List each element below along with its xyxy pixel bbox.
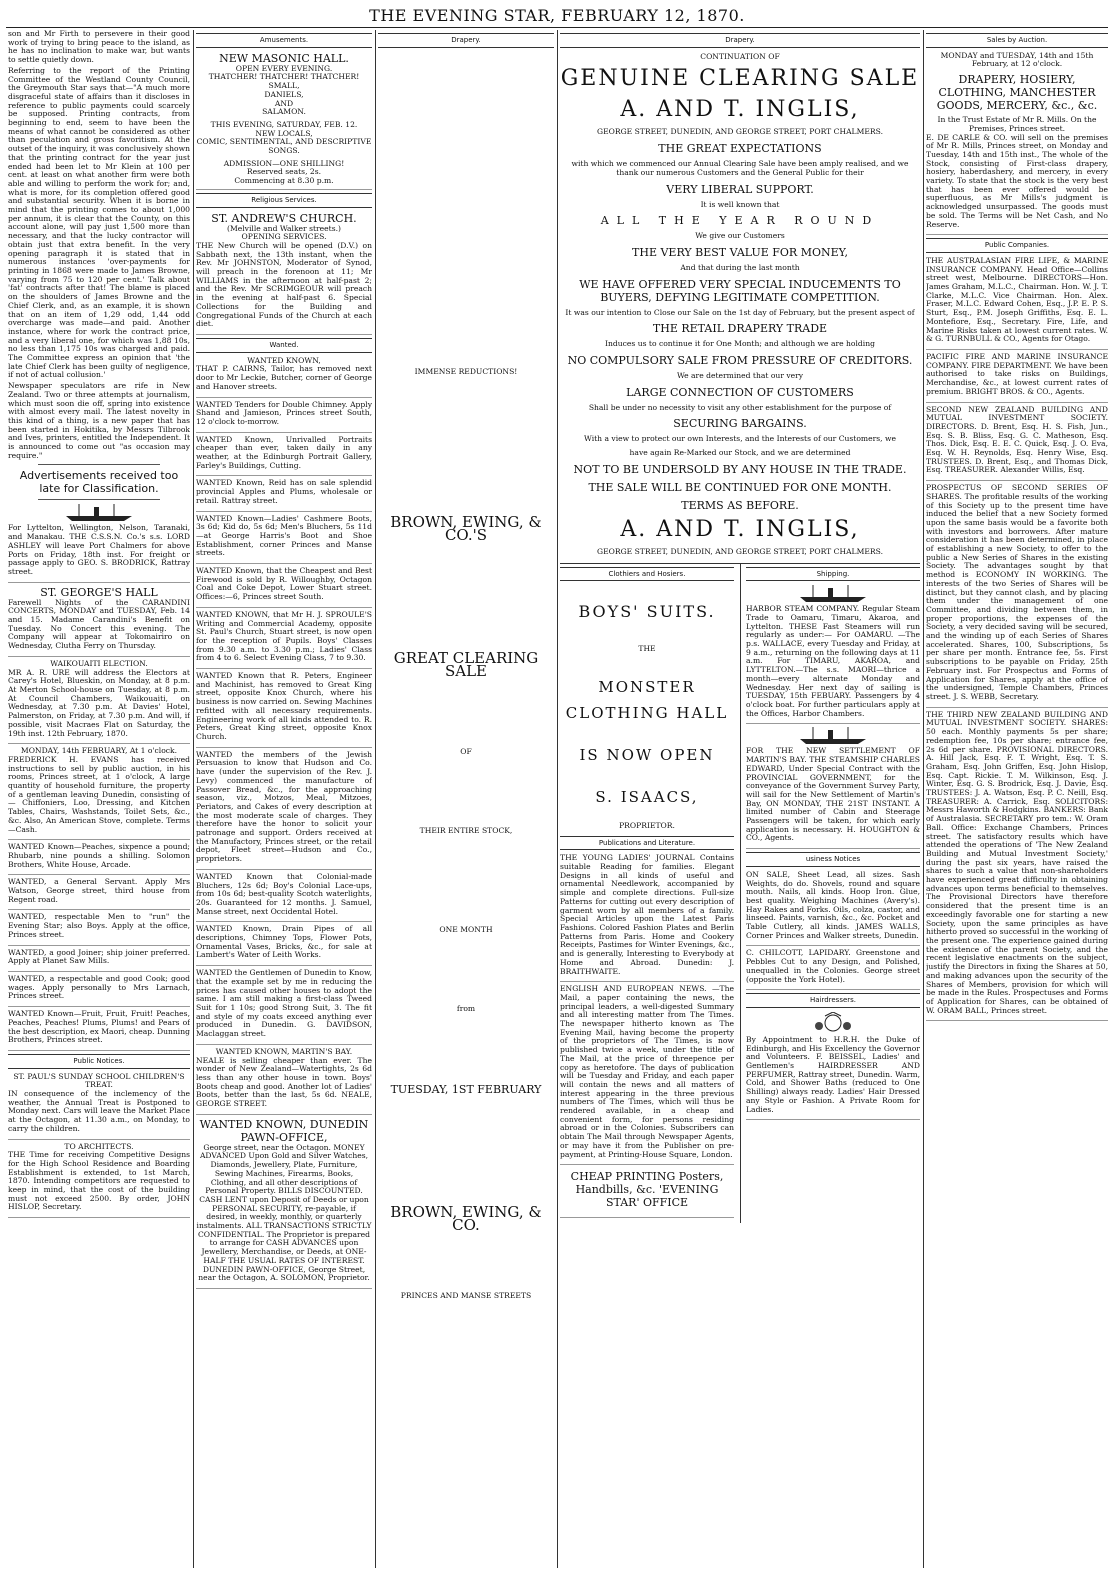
section-heading: Shipping. bbox=[746, 567, 920, 582]
ad-text: WANTED, a respectable and good Cook; good wages. Apply personally to Mrs Larnach, Princes street. bbox=[8, 973, 190, 1001]
steamship-icon bbox=[64, 504, 134, 522]
ad-line: IS NOW OPEN bbox=[579, 745, 715, 764]
ad-line: MONDAY and TUESDAY, 14th and 15th February, at 12 o'clock. bbox=[940, 50, 1094, 69]
ad-text: FREDERICK H. EVANS has received instructions to sell by public auction, in his rooms, Princes street, at 1 o'clock, A large quantity of household furniture, the property of a gentleman leaving Dunedin, consisting of— Chiffoniers, Loo, Dressing, and Kitchen Tables, Chairs, Washstands, Toilet Sets, &c., &c. Also, An American Stove, complete. Terms—Cash. bbox=[8, 754, 190, 834]
ad-second-building-society bbox=[926, 406, 1108, 482]
ad-sunday-school bbox=[8, 1073, 190, 1140]
ad-text: WANTED Known, Unrivalled Portraits cheaper than ever, taken daily in any weather, at the Edinburgh Portrait Gallery, Farley's Buildings, Cutting. bbox=[196, 434, 372, 470]
ad-evans-auction bbox=[8, 747, 190, 840]
ad-chilcott bbox=[746, 949, 920, 990]
ad-line: BOYS' SUITS. bbox=[578, 602, 716, 622]
sub-column-right bbox=[740, 564, 920, 1224]
ad-text: SECOND NEW ZEALAND BUILDING AND MUTUAL INVESTMENT SOCIETY. DIRECTORS. D. Brent, Esq. H. S. Fish, Jun., Esq. S. B. Bliss, Esq. G. C. Matheson, Esq. Thos. Dick, Esq. E. E. C. Quick, Esq. J. O. Eva, Esq. W. H. Reynolds, Esq. Henry Wise, Esq. TRUSTEES. D. Brent, Esq., and Thomas Dick, Esq. TREASURER. Alexander Willis, Esq. bbox=[926, 404, 1108, 475]
ad-line: SECURING BARGAINS. bbox=[673, 417, 807, 431]
ad-line: DANIELS, bbox=[264, 89, 304, 99]
ad-text: WANTED Known, Reid has on sale splendid provincial Apples and Plums, wholesale or retail. Rattray street. bbox=[196, 478, 372, 505]
ad-text: THE Time for receiving Competitive Designs for the High School Residence and Boarding Establishment is extended, to 1st March, 1870. Intending competitors are requested to keep in mind, that the cost of the building must not exceed 2500. By order, JOHN HISLOP, Secretary. bbox=[8, 1150, 190, 1212]
firm-name-2: BROWN, EWING, & CO. bbox=[390, 1203, 542, 1235]
ad-wanted bbox=[196, 479, 372, 511]
ad-text: THE THIRD NEW ZEALAND BUILDING AND MUTUAL INVESTMENT SOCIETY. SHARES: 50 each. Monthly payments 5s per share; redemption fee, 10s per share; entrance fee, 2s 6d per share. PROVISIONAL DIRECTORS. A. Hill Jack, Esq. F. T. Wright, Esq. T. S. Graham, Esq. John Griffen, Esq. John Hislop, Esq. Capt. Rickie. T. M. Wilkinson, Esq. J. Winter, Esq. G. S. Brodrick, Esq. J. Davie, Esq. TRUSTEES: J. A. Watson, Esq. P. C. Neill, Esq. TREASURER: A. Carrick, Esq. SOLICITORS: Messrs Haworth & Hodgkins. BANKERS: Bank of Australasia. SECRETARY pro tem.: W. Oram Ball. Office: Exchange Chambers, Princes street. The satisfactory results which have attended the operations of 'The New Zealand Building and Mutual Investment Society,' during the past six years, have raised the shares to such a value that non-shareholders have experienced great difficulty in obtaining advances upon terms beneficial to themselves. The Provisional Directors have therefore considered that the present time is an exceedingly favorable one for starting a new Society, upon the same principles as have hitherto proved so successful in the working of the present one. The experience gained during the existence of the parent Society, and the recent legislative enactments on the subject, justify the Directors in fixing the Shares at 50, and making advances upon the security of the Shares of Members, provision for which will be made in the Rules. Prospectuses and Forms of Application for Shares, can be obtained of W. ORAM BALL, Princes street. bbox=[926, 709, 1108, 1015]
ad-text: C. CHILCOTT, LAPIDARY. Greenstone and Pebbles Cut to any Design, and Polished, unequalled in the Colonies. George street (opposite the York Hotel). bbox=[746, 948, 920, 984]
ad-line: Shall be under no necessity to visit any other establishment for the purpose of bbox=[588, 402, 892, 412]
steamship-icon bbox=[798, 585, 868, 603]
ad-line: We give our Customers bbox=[695, 231, 785, 241]
ad-line: ALL THE YEAR ROUND bbox=[600, 214, 880, 228]
ad-text: WANTED, a good Joiner; ship joiner preferred. Apply at Planet Saw Mills. bbox=[8, 947, 190, 966]
ad-de-carle-auction bbox=[926, 134, 1108, 236]
ad-title: NEW MASONIC HALL. bbox=[219, 51, 349, 65]
ad-line: It was our intention to Close our Sale on the 1st day of February, but the present aspect of bbox=[565, 307, 915, 317]
divider bbox=[38, 499, 160, 500]
ad-text: E. DE CARLE & CO. will sell on the premises of Mr R. Mills, Princes street, on Monday and Tuesday, 14th and 15th inst., The whole of the Stock, consisting of First-class drapery, hosiery, haberdashery, and mercery, in every variety. To state that the stock is the very best that has been ever offered would be superfluous, as Mr Mills's judgment is acknowledged unsurpassed. The goods must be sold. The Terms will be Net Cash, and No Reserve. bbox=[926, 132, 1108, 229]
ad-line: ADMISSION—ONE SHILLING! bbox=[223, 158, 345, 168]
ad-on-sale bbox=[746, 871, 920, 947]
ad-line: It is well known that bbox=[700, 199, 780, 209]
ad-text: THE AUSTRALASIAN FIRE LIFE, & MARINE INSURANCE COMPANY. Head Office—Collins street west, Melbourne. DIRECTORS—Hon. James Graham, M.L.C., Chairman. Hon. W. J. T. Clarke, M.L.C. Vice Chairman. Hon. Alex. Fraser, M.L.C. Edward Cohen, Esq., J.P. E. P. S. Sturt, Esq., P.M. Joseph Griffiths, Esq. E. L. Montefiore, Esq., Secretary. Fire, Life, and Marine Risks taken at lowest current rates. W. & G. TURNBULL & CO., Agents for Otago. bbox=[926, 255, 1108, 344]
column-4 bbox=[560, 30, 920, 1568]
ad-line: NOT TO BE UNDERSOLD BY ANY HOUSE IN THE TRADE. bbox=[573, 462, 907, 476]
ad-text: WANTED Known that R. Peters, Engineer and Machinist, has removed to Great King street, opposite Knox Church, where his business is now carried on. Sewing Machines refitted with all necessary requirements. Engineering work of all kinds attended to. R. Peters, Great King street, opposite Knox Church. bbox=[196, 671, 372, 741]
headline: IMMENSE REDUCTIONS! bbox=[414, 366, 518, 376]
ad-text: WANTED Known, that the Cheapest and Best Firewood is sold by R. Willoughby, Octagon Coal and Coke Depot, Lower Stuart street. Offices:—6, Princes street South. bbox=[196, 566, 372, 602]
ad-line: DRAPERY, HOSIERY, CLOTHING, MANCHESTER GOODS, MERCERY, &c., &c. bbox=[936, 73, 1098, 113]
ad-young-ladies-journal bbox=[560, 854, 734, 982]
section-heading: Clothiers and Hosiers. bbox=[560, 567, 734, 582]
ad-text: CHEAP PRINTING Posters, Handbills, &c. 'EVENING STAR' OFFICE bbox=[570, 1170, 724, 1210]
ad-line: With a view to protect our own Interests, and the Interests of our Customers, we bbox=[584, 434, 896, 444]
ad-title: WANTED KNOWN, bbox=[247, 355, 321, 365]
ad-neale-boots bbox=[196, 1048, 372, 1115]
ad-line: GEORGE STREET, DUNEDIN, AND GEORGE STREET, PORT CHALMERS. bbox=[597, 546, 883, 556]
ad-architects bbox=[8, 1143, 190, 1219]
ad-text: WANTED Tenders for Double Chimney. Apply Shand and Jamieson, Princes street South, 12 o'clock to-morrow. bbox=[196, 399, 372, 426]
ad-beissel bbox=[746, 1012, 920, 1120]
text-date: TUESDAY, 1ST FEBRUARY bbox=[390, 1083, 542, 1097]
ad-wanted bbox=[196, 925, 372, 966]
ad-martins-bay bbox=[746, 727, 920, 849]
ad-text: WANTED KNOWN, that Mr H. J. SPROULE'S Writing and Commercial Academy, opposite St. Paul's Church, Stuart street, is now open for the reception of Pupils. Boys' Classes from 9.30 a.m. to 3.30 p.m.; Ladies' Class from 4 to 6. Select Evening Class, 7 to 9.30. bbox=[196, 609, 372, 663]
ad-line: THATCHER! THATCHER! THATCHER! bbox=[208, 72, 360, 82]
ad-text: By Appointment to H.R.H. the Duke of Edinburgh, and His Excellency the Governor and Volunteers. F. BEISSEL, Ladies' and Gentlemen's HAIRDRESSER AND PERFUMER, Rattray street, Dunedin. Warm, Cold, and Shower Baths (reduced to One Shilling) always ready. Ladies' Hair Dressed any Style or Fashion. A Private Room for Ladies. bbox=[746, 1034, 920, 1114]
ad-line: NEW LOCALS, bbox=[255, 128, 313, 138]
ad-pacific-insurance bbox=[926, 353, 1108, 403]
column-2 bbox=[196, 30, 372, 1568]
ad-wanted bbox=[8, 913, 190, 945]
ad-line: SALAMON. bbox=[262, 107, 306, 117]
column-1 bbox=[8, 30, 190, 1568]
ad-line: GEORGE STREET, DUNEDIN, AND GEORGE STREET, PORT CHALMERS. bbox=[597, 127, 883, 137]
section-heading: Religious Services. bbox=[196, 193, 372, 208]
section-heading: Drapery. bbox=[378, 33, 554, 48]
column-divider bbox=[557, 30, 558, 1568]
section-heading: Hairdressers. bbox=[746, 993, 920, 1008]
section-heading: Sales by Auction. bbox=[926, 33, 1108, 48]
text-one-month: ONE MONTH bbox=[439, 924, 493, 934]
masthead-rule bbox=[6, 27, 1108, 28]
ad-line: PROPRIETOR. bbox=[619, 820, 675, 830]
ad-text: WANTED the Gentlemen of Dunedin to Know, that the example set by me in reducing the prices has caused other houses to adopt the same. I am still making a first-class Tweed Suit for 1 10s; good Strong Suit, 3. The fit and style of my coats exceed anything ever produced in Dunedin. G. DAVIDSON, Maclaggan street. bbox=[196, 968, 372, 1039]
ad-line: GENUINE CLEARING SALE bbox=[560, 66, 920, 92]
ad-text: WANTED, respectable Men to "run" the Evening Star; also Boys. Apply at the office, Princes street. bbox=[8, 912, 190, 939]
ad-text: WANTED Known—Fruit, Fruit, Fruit! Peaches, Peaches, Peaches! Plums, Plums! and Pears of the best description, ex Maori, cheap. Dunning Brothers, Princes street. bbox=[8, 1009, 190, 1045]
section-heading: Advertisements received too late for Classification. bbox=[19, 469, 179, 496]
section-heading: usiness Notices bbox=[746, 852, 920, 867]
section-heading: Public Companies. bbox=[926, 238, 1108, 253]
ad-wanted bbox=[196, 401, 372, 433]
ad-wanted bbox=[196, 515, 372, 565]
ad-line: Commencing at 8.30 p.m. bbox=[234, 176, 334, 186]
ad-wanted bbox=[196, 611, 372, 669]
ad-line: Reserved seats, 2s. bbox=[246, 167, 322, 177]
ad-line: S. ISAACS, bbox=[595, 787, 699, 806]
ad-title: WANTED KNOWN, DUNEDIN PAWN-OFFICE, bbox=[199, 1117, 369, 1144]
ad-line: THE VERY BEST VALUE FOR MONEY, bbox=[632, 245, 848, 259]
ad-text: ENGLISH AND EUROPEAN NEWS. —The Mail, a paper containing the news, the principal leaders, a well-digested Summary and all interesting matter from The Times. The newspaper hitherto known as The Evening Mail, having become the property of the proprietors of The Times, is now published twice a week, under the title of The Mail, at the price of threepence per copy as heretofore. The days of publication will be Tuesday and Friday, and each paper will contain the news and all matters of interest appearing in the three previous numbers of The Times, which will thus be rendered available, in a cheap and convenient form, for persons residing abroad or in the Colonies. Subscribers can obtain The Mail through Newspaper Agents, or may have it from the Publisher on pre-payment, at Printing-House Square, London. bbox=[560, 984, 734, 1159]
ad-line: SMALL, bbox=[268, 81, 300, 91]
column-divider bbox=[375, 30, 376, 1568]
ad-text: George street, near the Octagon. MONEY ADVANCED Upon Gold and Silver Watches, Diamonds, Jewellery, Plate, Furniture, Sewing Machines, Firearms, Books, Clothing, and all other descriptions of Personal Property. BILLS DISCOUNTED. CASH LENT upon Deposit of Deeds or upon PERSONAL SECURITY, re-payable, if desired, in weekly, monthly, or quarterly instalments. ALL TRANSACTIONS STRICTLY CONFIDENTIAL. The Proprietor is prepared to arrange for CASH ADVANCES upon Jewellery, Merchandise, or Deeds, at ONE-HALF THE USUAL RATES OF INTEREST. DUNEDIN PAWN-OFFICE, George Street, near the Octagon, A. SOLOMON, Proprietor. bbox=[196, 1142, 372, 1283]
ad-wanted bbox=[196, 365, 372, 397]
ad-title: TO ARCHITECTS. bbox=[64, 1141, 134, 1151]
ad-wanted bbox=[196, 969, 372, 1045]
ad-pawn-office bbox=[196, 1118, 372, 1289]
ad-line: Induces us to continue it for One Month; and although we are holding bbox=[605, 339, 875, 349]
ad-text: WANTED the members of the Jewish Persuasion to know that Hudson and Co. have (under the supervision of the Rev. J. Levy) commenced the manufacture of Passover Bread, &c., for the approaching season, viz., Motzos, Meal, Mitzoes, Periators, and Cakes of every description at the most moderate scale of charges. They therefore have the honor to solicit your patronage and support. Orders received at the Manufactory, Princes street, or the retail depot, Fleet street—Hudson and Co., proprietors. bbox=[196, 749, 372, 864]
ad-text: THE YOUNG LADIES' JOURNAL Contains suitable Reading for families. Elegant Designs in all kinds of useful and ornamental Needlework, accompanied by simple and complete directions. Full-size Patterns for cutting out every description of garment worn by all members of a family. Special Articles upon the Latest Paris Fashions. Colored Fashion Plates and Berlin Patterns from Paris. Home and Cookery Receipts, Pastimes for Winter Evenings, &c., and is generally, Interesting to Everybody at Home and Abroad. Dunedin: J. BRAITHWAITE. bbox=[560, 853, 734, 976]
ad-text: WANTED Known—Peaches, sixpence a pound; Rhubarb, nine pounds a shilling. Solomon Brothers, White House, Arcade. bbox=[8, 842, 190, 869]
ad-text: WANTED Known that Colonial-made Bluchers, 12s 6d; Boy's Colonial Lace-ups, from 10s 6d; best-quality Scotch waterlights, 20s. Guaranteed for 12 months. J. Samuel, Manse street, next Occidental Hotel. bbox=[196, 871, 372, 916]
ad-line: OPEN EVERY EVENING. bbox=[235, 63, 333, 73]
column-3 bbox=[378, 30, 554, 1568]
ad-line: A. AND T. INGLIS, bbox=[620, 516, 860, 542]
ad-title: WAIKOUAITI ELECTION. bbox=[50, 658, 148, 668]
ad-line: TERMS AS BEFORE. bbox=[681, 498, 799, 512]
ad-australasian-insurance bbox=[926, 257, 1108, 350]
ad-wanted bbox=[196, 567, 372, 608]
ad-line: A. AND T. INGLIS, bbox=[620, 97, 860, 123]
ad-third-building-society bbox=[926, 711, 1108, 1022]
ad-wanted bbox=[196, 672, 372, 748]
ad-wanted bbox=[196, 436, 372, 477]
ad-text: NEALE is selling cheaper than ever. The wonder of New Zealand—Watertights, 2s 6d less than any other house in town. Boys' Boots cheap and good. Another lot of Ladies' Boots, better than the last, 5s 6d. NEALE, GEORGE STREET. bbox=[196, 1055, 372, 1109]
ad-text: THAT P. CAIRNS, Tailor, has removed next door to Mr Leckie, Butcher, corner of George and Hanover streets. bbox=[196, 364, 372, 391]
section-heading: Wanted. bbox=[196, 338, 372, 353]
ad-prospectus bbox=[926, 484, 1108, 708]
ad-text: HARBOR STEAM COMPANY. Regular Steam Trade to Oamaru, Timaru, Akaroa, and Lyttelton. THESE Fast Steamers will run regularly as under:— For OAMARU. —The p.s. WALLACE, every Tuesday and Friday, at 9 a.m., returning on the following days at 11 a.m. For TIMARU, AKAROA, and LYTTELTON.—The s.s. MAORI—thrice a month—every alternate Monday and Wednesday. Her next day of sailing is TUESDAY, 15th FEBUARY. Passengers by 4 o'clock boat. For further particulars apply at the Offices, Harbor Chambers. bbox=[746, 604, 920, 718]
ad-wanted bbox=[196, 873, 372, 923]
ad-waikouaiti-election bbox=[8, 660, 190, 744]
ad-line: THE GREAT EXPECTATIONS bbox=[658, 142, 822, 156]
ad-text: Farewell Nights of the CARANDINI CONCERTS, MONDAY and TUESDAY, Feb. 14 and 15. Madame Carandini's Benefit on Tuesday. No Concert this evening. The Company will appear at Tokomairiro on Wednesday, Clutha Ferry on Thursday. bbox=[8, 597, 190, 651]
ad-text: WANTED, a General Servant. Apply Mrs Watson, George street, third house from Regent road. bbox=[8, 877, 190, 904]
ad-st-georges-hall bbox=[8, 586, 190, 657]
ad-line: THIS EVENING, SATURDAY, FEB. 12. bbox=[210, 119, 358, 129]
ad-wanted bbox=[8, 878, 190, 910]
ad-text: WANTED Known, Drain Pipes of all descriptions, Chimney Tops, Flower Pots, Ornamental Vases, Bricks, &c., for sale at Lambert's Water of Leith Works. bbox=[196, 924, 372, 960]
ad-line: We are determined that our very bbox=[676, 371, 804, 381]
ad-title: ST. ANDREW'S CHURCH. bbox=[211, 211, 357, 225]
text-stock: THEIR ENTIRE STOCK, bbox=[419, 826, 513, 836]
ad-wanted bbox=[8, 949, 190, 972]
steamship-icon bbox=[798, 727, 868, 745]
ad-line: CONTINUATION OF bbox=[700, 51, 780, 61]
ad-line: NO COMPULSORY SALE FROM PRESSURE OF CREDITORS. bbox=[567, 354, 913, 368]
ad-wanted bbox=[196, 751, 372, 870]
ad-line: In the Trust Estate of Mr R. Mills. On the Premises, Princes street. bbox=[937, 115, 1097, 133]
ad-cheap-printing bbox=[560, 1170, 734, 1218]
ad-line: with which we commenced our Annual Clearing Sale have been amply realised, and we thank our numerous Customers and the General Public for their bbox=[571, 159, 909, 177]
ad-subtitle: (Melville and Walker streets.) bbox=[227, 223, 341, 233]
ad-masonic-hall bbox=[196, 52, 372, 190]
column-divider bbox=[193, 30, 194, 1568]
column-5 bbox=[926, 30, 1108, 1568]
sale-title: GREAT CLEARING SALE bbox=[393, 649, 539, 681]
text-streets: PRINCES AND MANSE STREETS bbox=[400, 1291, 532, 1301]
ad-text: ON SALE, Sheet Lead, all sizes. Sash Weights, do do. Shovels, round and square mouth. Nails, all kinds. Hoop Iron. Glue, best quality. Weighing Machines (Avery's). Hay Rakes and Forks. Oils, colza, castor, and linseed. Paints, varnish, &c., &c. Pocket and Table Cutlery, all kinds. JAMES WALLS, Corner Princes and Walker streets, Dunedin. bbox=[746, 869, 920, 940]
ad-line: AND bbox=[274, 98, 294, 108]
section-heading: Drapery. bbox=[560, 33, 920, 48]
ad-line: THE RETAIL DRAPERY TRADE bbox=[652, 322, 828, 336]
ad-line: have again Re-Marked our Stock, and we are determined bbox=[629, 448, 851, 458]
ad-harbor-steam bbox=[746, 585, 920, 724]
ad-wanted bbox=[8, 843, 190, 875]
section-heading: Amusements. bbox=[196, 33, 372, 48]
ad-text: PROSPECTUS OF SECOND SERIES OF SHARES. The profitable results of the working of this Society up to the present time have induced the belief that a new Society formed upon the same basis would be a favorite both with investors and borrowers. After mature consideration it has been determined, in place of establishing a new Society, to offer to the public a New Series of Shares in the existing Society. The advantages sought by that method is ECONOMY IN WORKING. The interests of the two Series of Shares will be distinct, but they cannot clash, and by placing them under the management of one Committee, and dividing between them, in proper proportions, the expenses of the Society, a very decided saving will be secured, and the winding up of each Series of Shares accelerated. Shares, 100, Subscriptions, 5s per share per month. Entrance fee, 5s. First subscriptions to be payable on Friday, 25th February inst. For Prospectus and Forms of Application for Shares, apply at the office of the undersigned, Temple Chambers, Princes street. J. S. WEBB, Secretary. bbox=[926, 483, 1108, 701]
firm-name: BROWN, EWING, & CO.'S bbox=[390, 513, 542, 545]
divider bbox=[38, 464, 160, 465]
ad-text: MR A. R. URE will address the Electors at Carey's Hotel, Blueskin, on Monday, at 8 p.m. At Merton School-house on Tuesday, at 8 p.m. At Council Chambers, Waikouaiti, on Wednesday, at 7.30 p.m. At Davies' Hotel, Palmerston, on Friday, at 7.30 p.m. And will, if possible, visit Macraes Flat on Saturday, the 19th inst. 12th February, 1870. bbox=[8, 667, 190, 738]
ad-subtitle: OPENING SERVICES. bbox=[241, 232, 327, 242]
masthead: THE EVENING STAR, FEBRUARY 12, 1870. bbox=[369, 6, 745, 25]
article-text: Referring to the report of the Printing Committee of the Westland County Council, the Greymouth Star says that—"A much more disgraceful state of affairs than it discloses in reference to public payments could scarcely be supposed. Printing contracts, from beginning to end, seem to have been the means of what cannot be considered as other than peculation and gross favoritism. At the outset of the inquiry, it was conclusively shown that the printing contract for the year just ended had been let to Mr Klein at 100 per cent. at least on what another firm were both able and willing to perform the work for; and, what is more, for its completion offered good and substantial security. When it is borne in mind that the printing comes to about 1,000 per annum, it is clear that the County, on this account alone, will pay just 1,500 more than necessary, and that the lucky contractor will obtain just that extra benefit. In the very opening paragraph it is stated that in numerous instances 'over-payments for printing in 1868 were made to James Browne, varying from 75 to 120 per cent.' Talk about 'fat' contracts after that! The blame is placed on the shoulders of James Browne and the Chief Clerk, and, as an example, it is shown that on an item of 1,29 odd, 1,44 odd overcharge was made—and paid. Another instance, where for work the contract price, and a very liberal one, for which was 1,88 10s, no less than 1,175 10s was charged and paid. The Committee express an opinion that 'the late Chief Clerk has been guilty of negligence, if not of actual collusion.' bbox=[8, 65, 190, 380]
ad-line: THE bbox=[638, 644, 656, 654]
ad-title: ST. PAUL'S SUNDAY SCHOOL CHILDREN'S TREAT. bbox=[13, 1071, 185, 1090]
ad-line: WE HAVE OFFERED VERY SPECIAL INDUCEMENTS TO BUYERS, DEFYING LEGITIMATE COMPETITION. bbox=[579, 277, 901, 304]
article-text: son and Mr Firth to persevere in their good work of trying to bring peace to the island, as he has no inclination to make war, but wants to settle quietly down. bbox=[8, 30, 190, 65]
sub-columns bbox=[560, 563, 920, 1224]
ad-text: WANTED Known—Ladies' Cashmere Boots, 3s 6d; Kid do, 5s 6d; Men's Bluchers, 5s 11d—at George Harris's Boot and Shoe Establishment, corner Princes and Manse streets. bbox=[196, 513, 372, 558]
ad-text: IN consequence of the inclemency of the weather, the Annual Treat is Postponed to Monday next. Cars will leave the Market Place at the Octagon, at 11.30 a.m., on Monday, to carry the children. bbox=[8, 1089, 190, 1133]
sub-column-left bbox=[560, 564, 734, 1224]
ad-text: PACIFIC FIRE AND MARINE INSURANCE COMPANY. FIRE DEPARTMENT. We have been authorised to take risks on Buildings, Merchandise, &c., at lowest current rates of premium. BRIGHT BROS. & CO., Agents. bbox=[926, 351, 1108, 396]
section-heading: Public Notices. bbox=[8, 1054, 190, 1069]
ad-title: WANTED KNOWN, MARTIN'S BAY. bbox=[215, 1046, 353, 1056]
ad-line: MONSTER CLOTHING HALL bbox=[565, 677, 729, 722]
ad-wanted bbox=[8, 1010, 190, 1051]
ad-title: MONDAY, 14th FEBRUARY, At 1 o'clock. bbox=[20, 746, 178, 756]
ad-line: LARGE CONNECTION OF CUSTOMERS bbox=[626, 385, 854, 399]
ad-text: For Lyttelton, Wellington, Nelson, Taranaki, and Manakau. THE C.S.S.N. Co.'s s.s. LORD ASHLEY will leave Port Chalmers for above Ports on Friday, 18th inst. For freight or passage apply to GEO. S. BRODRICK, Rattray street. bbox=[8, 523, 190, 576]
ad-title: ST. GEORGE'S HALL bbox=[40, 585, 158, 599]
article-text: Newspaper speculators are rife in New Zealand. Two or three attempts at journalism, which must soon die off, spring into existence with almost every mail. The latest novelty in this kind of a thing, is a new paper that has been started in Hokitika, by Messrs Tilbrook and Ives, printers, entitled the Independent. It is announced to come out "as occasion may require." bbox=[8, 381, 190, 460]
ad-text: THE New Church will be opened (D.V.) on Sabbath next, the 13th instant, when the Rev. Mr JOHNSTON, Moderator of Synod, will preach in the forenoon at 11; Mr WILLIAMS in the afternoon at half-past 2; and the Rev. Mr SCRIMGEOUR will preach in the evening at half-past 6. Special Collections for the Building and Congregational Funds of the Church at each diet. bbox=[196, 240, 372, 329]
ad-line: THE SALE WILL BE CONTINUED FOR ONE MONTH. bbox=[588, 480, 892, 494]
ad-text: FOR THE NEW SETTLEMENT OF MARTIN'S BAY. THE STEAMSHIP CHARLES EDWARD, Under Special Contract with the PROVINCIAL GOVERNMENT, for the conveyance of the Government Survey Party, will sail for the New Settlement of Martin's Bay, ON MONDAY, THE 21ST INSTANT. A limited number of Cabin and Steerage Passengers will be taken, for which early application is necessary. H. HOUGHTON & CO., Agents. bbox=[746, 746, 920, 843]
ad-line: VERY LIBERAL SUPPORT. bbox=[666, 182, 814, 196]
royal-crest-icon bbox=[813, 1012, 853, 1034]
text-of: OF bbox=[460, 747, 472, 757]
ad-st-andrews-church bbox=[196, 212, 372, 335]
ad-english-news bbox=[560, 985, 734, 1165]
ad-wanted bbox=[8, 975, 190, 1007]
column-divider bbox=[923, 30, 924, 1568]
text-from: from bbox=[456, 1003, 476, 1013]
ad-line: COMIC, SENTIMENTAL, AND DESCRIPTIVE SONGS. bbox=[196, 137, 372, 156]
ad-line: And that during the last month bbox=[680, 262, 800, 272]
section-heading: Publications and Literature. bbox=[560, 836, 734, 851]
ad-steamer-lord-ashley bbox=[8, 504, 190, 582]
